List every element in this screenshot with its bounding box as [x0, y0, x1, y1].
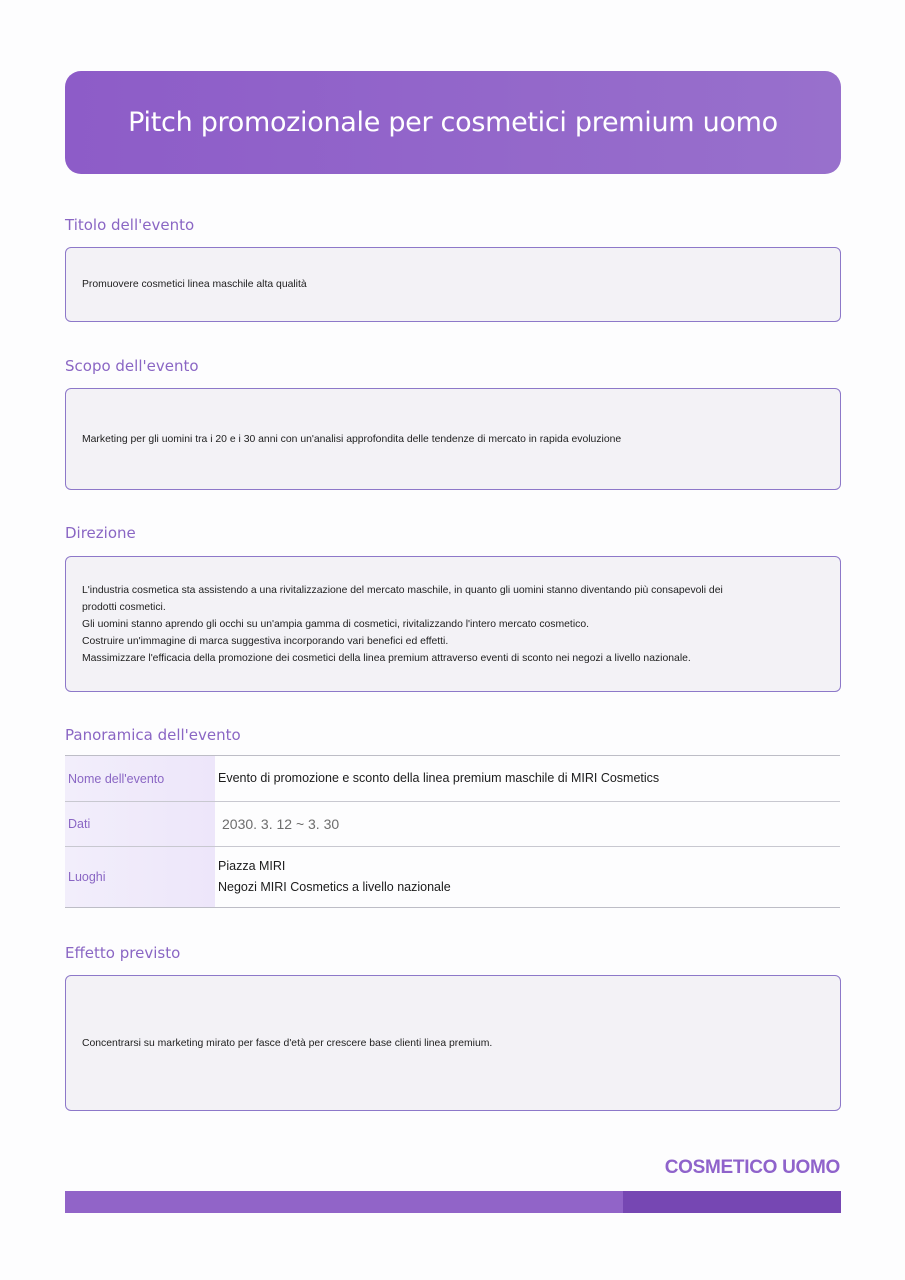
- direction-line: Gli uomini stanno aprendo gli occhi su un'ampia gamma di cosmetici, rivitalizzando l'intero mercato cosmetico.: [82, 618, 589, 630]
- section-heading-overview: Panoramica dell'evento: [65, 726, 241, 744]
- table-label: Luoghi: [65, 847, 215, 907]
- event-date-value: 2030. 3. 12 ~ 3. 30: [222, 815, 340, 832]
- footer-bar-dark: [623, 1191, 841, 1213]
- table-row: [65, 756, 840, 802]
- event-name-value: Evento di promozione e sconto della linea premium maschile di MIRI Cosmetics: [218, 771, 660, 785]
- table-value: [215, 756, 840, 801]
- footer-bar: [65, 1191, 841, 1213]
- brand-label: COSMETICO UOMO: [664, 1157, 840, 1178]
- direction-line: Massimizzare l'efficacia della promozione dei cosmetici della linea premium attraverso eventi di sconto nei negozi a livello nazionale.: [82, 652, 691, 664]
- page-title: Pitch promozionale per cosmetici premium uomo: [128, 107, 778, 138]
- table-value: [215, 847, 840, 907]
- direction-line: Costruire un'immagine di marca suggestiva incorporando vari benefici ed effetti.: [82, 635, 449, 647]
- event-scope-text: Marketing per gli uomini tra i 20 e i 30 anni con un'analisi approfondita delle tendenze di mercato in rapida evoluzione: [82, 433, 622, 445]
- event-title-text: Promuovere cosmetici linea maschile alta qualità: [82, 279, 307, 290]
- venue-line: Negozi MIRI Cosmetics a livello nazionale: [218, 880, 451, 894]
- expected-effect-box: [65, 975, 841, 1111]
- direction-box: [65, 556, 841, 692]
- section-heading-effect: Effetto previsto: [65, 944, 181, 962]
- expected-effect-text: Concentrarsi su marketing mirato per fasce d'età per crescere base clienti linea premium.: [82, 1037, 493, 1049]
- table-row: [65, 847, 840, 907]
- section-heading-title: Titolo dell'evento: [65, 216, 195, 234]
- venue-line: Piazza MIRI: [218, 859, 286, 873]
- header-banner: [65, 71, 841, 174]
- table-row: [65, 802, 840, 847]
- table-label: Nome dell'evento: [65, 756, 215, 801]
- event-title-box: [65, 247, 841, 322]
- overview-table: [65, 755, 840, 908]
- event-scope-box: [65, 388, 841, 490]
- footer-bar-light: [65, 1191, 623, 1213]
- table-label: Dati: [65, 802, 215, 846]
- section-heading-scope: Scopo dell'evento: [65, 357, 199, 375]
- section-heading-direction: Direzione: [65, 524, 136, 542]
- direction-line: L'industria cosmetica sta assistendo a una rivitalizzazione del mercato maschile, in quanto gli uomini stanno diventando più consapevoli dei prodotti cosmetici.: [82, 584, 723, 613]
- table-value: [215, 802, 840, 846]
